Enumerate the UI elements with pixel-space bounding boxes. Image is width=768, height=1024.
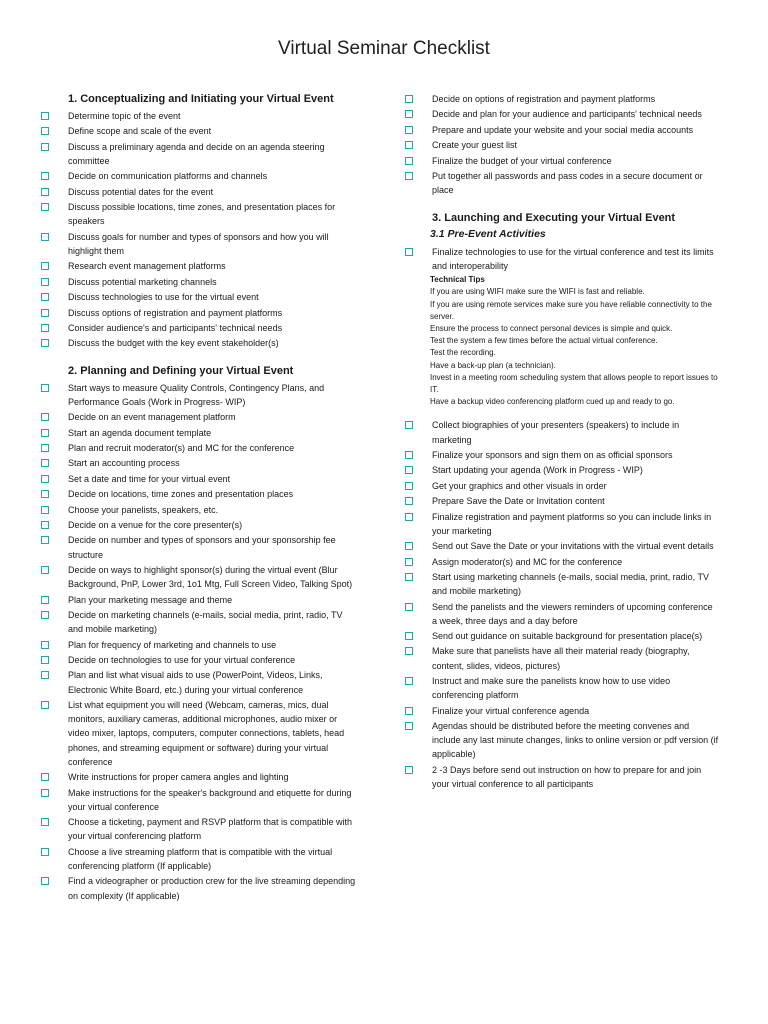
- checklist-item[interactable]: [38, 845, 358, 873]
- checkbox-icon[interactable]: [41, 143, 49, 151]
- checkbox-icon[interactable]: [41, 112, 49, 120]
- checkbox-icon[interactable]: [41, 127, 49, 135]
- checkbox-icon[interactable]: [405, 542, 413, 550]
- checklist-item[interactable]: [402, 154, 720, 168]
- section-3-list: [402, 418, 720, 791]
- checkbox-icon[interactable]: [41, 566, 49, 574]
- checkbox-icon[interactable]: [41, 278, 49, 286]
- checklist-item-label: Decide on technologies to use for your virtual conference: [68, 654, 296, 665]
- checklist-item[interactable]: [38, 653, 358, 667]
- checklist-item-label: Send the panelists and the viewers reminders of upcoming conference a week, three days and a day before: [432, 601, 713, 626]
- checklist-item[interactable]: [402, 600, 720, 628]
- checkbox-icon[interactable]: [41, 413, 49, 421]
- checkbox-icon[interactable]: [41, 818, 49, 826]
- checkbox-icon[interactable]: [41, 536, 49, 544]
- checklist-item[interactable]: [38, 275, 358, 289]
- checkbox-icon[interactable]: [41, 656, 49, 664]
- technical-tip: Have a back-up plan (a technician).: [430, 360, 556, 370]
- checkbox-icon[interactable]: [405, 513, 413, 521]
- checkbox-icon[interactable]: [41, 188, 49, 196]
- checkbox-icon[interactable]: [405, 157, 413, 165]
- checklist-item-label: Decide on ways to highlight sponsor(s) during the virtual event (Blur Background, PnP, Lower 3rd, 1o1 Mtg, Full Screen Video, Talking Spot): [68, 565, 353, 590]
- section-1-list: [38, 109, 358, 351]
- checklist-item-label: Research event management platforms: [68, 261, 226, 272]
- checklist-item[interactable]: [402, 479, 720, 493]
- checklist-item[interactable]: [402, 555, 720, 569]
- checklist-item-label: Create your guest list: [432, 140, 518, 151]
- checkbox-icon[interactable]: [405, 558, 413, 566]
- checklist-item[interactable]: [38, 533, 358, 561]
- checklist-item[interactable]: [38, 441, 358, 455]
- checkbox-icon[interactable]: [405, 110, 413, 118]
- checklist-item-label: Find a videographer or production crew for the live streaming depending on complexity (If applicable): [68, 876, 356, 901]
- checkbox-icon[interactable]: [405, 421, 413, 429]
- checklist-item-label: Choose a live streaming platform that is compatible with the virtual conferencing platform (If applicable): [68, 846, 333, 871]
- checklist-item-label: Discuss goals for number and types of sponsors and how you will highlight them: [68, 231, 329, 256]
- checklist-item[interactable]: [38, 124, 358, 138]
- checklist-item-label: Decide on an event management platform: [68, 412, 236, 423]
- checklist-item[interactable]: [38, 109, 358, 123]
- checklist-item-label: Choose your panelists, speakers, etc.: [68, 504, 219, 515]
- checkbox-icon[interactable]: [41, 773, 49, 781]
- checklist-item[interactable]: [38, 770, 358, 784]
- checkbox-icon[interactable]: [41, 429, 49, 437]
- checkbox-icon[interactable]: [41, 172, 49, 180]
- checkbox-icon[interactable]: [41, 262, 49, 270]
- checklist-item[interactable]: [38, 874, 358, 902]
- section-1-heading: 1. Conceptualizing and Initiating your Virtual Event: [68, 93, 334, 105]
- technical-tip: Ensure the process to connect personal devices is simple and quick.: [430, 323, 673, 333]
- technical-tip: Invest in a meeting room scheduling system that allows people to report issues to IT.: [430, 372, 718, 394]
- checklist-item-label: Put together all passwords and pass codes in a secure document or place: [432, 170, 703, 196]
- checklist-item-label: Start an accounting process: [68, 458, 180, 469]
- checkbox-icon[interactable]: [405, 451, 413, 459]
- checklist-item[interactable]: [402, 463, 720, 477]
- checklist-item-label: Discuss options of registration and payment platforms: [68, 307, 283, 318]
- checkbox-icon[interactable]: [41, 444, 49, 452]
- checkbox-icon[interactable]: [41, 596, 49, 604]
- checklist-item-label: Collect biographies of your presenters (speakers) to include in marketing: [432, 420, 680, 445]
- checkbox-icon[interactable]: [405, 707, 413, 715]
- checklist-item-label: Instruct and make sure the panelists know how to use video conferencing platform: [432, 676, 671, 701]
- checkbox-icon[interactable]: [405, 248, 413, 256]
- checklist-item-label: Determine topic of the event: [68, 111, 181, 121]
- checklist-item-label: Start updating your agenda (Work in Progress - WIP): [432, 465, 643, 476]
- checklist-item[interactable]: [402, 719, 720, 762]
- technical-tip: Have a backup video conferencing platform cued up and ready to go.: [430, 397, 675, 407]
- technical-tip: Test the system a few times before the actual virtual conference.: [430, 336, 658, 346]
- checkbox-icon[interactable]: [41, 384, 49, 392]
- checklist-item[interactable]: [38, 472, 358, 486]
- checkbox-icon[interactable]: [405, 497, 413, 505]
- checklist-item-label: Send out guidance on suitable background for presentation place(s): [432, 631, 703, 642]
- checklist-item[interactable]: [38, 290, 358, 304]
- checklist-item-label: Decide on locations, time zones and presentation places: [68, 489, 294, 500]
- checklist-item-label: Decide and plan for your audience and participants' technical needs: [432, 109, 702, 120]
- checklist-item-label: Discuss a preliminary agenda and decide on an agenda steering committee: [68, 141, 325, 166]
- checkbox-icon[interactable]: [41, 490, 49, 498]
- checklist-item[interactable]: [402, 704, 720, 718]
- section-2-continued-list: [402, 92, 720, 197]
- checklist-item-label: Start using marketing channels (e-mails, social media, print, radio, TV and mobile marketing): [432, 571, 709, 597]
- checklist-item[interactable]: [38, 786, 358, 814]
- checklist-item[interactable]: [38, 698, 358, 769]
- checklist-item-label: Prepare and update your website and your social media accounts: [432, 124, 694, 135]
- checklist-item-label: Decide on communication platforms and channels: [68, 171, 268, 182]
- checklist-item-label: Start ways to measure Quality Controls, Contingency Plans, and Performance Goals (Work in Progress- WIP): [68, 382, 325, 407]
- checklist-item[interactable]: [402, 448, 720, 462]
- checklist-item-label: Discuss the budget with the key event stakeholder(s): [68, 338, 279, 349]
- checklist-item-label: Prepare Save the Date or Invitation content: [432, 496, 605, 507]
- checklist-item[interactable]: [38, 638, 358, 652]
- checklist-item[interactable]: [38, 593, 358, 607]
- technical-tips-list: [430, 286, 720, 408]
- checklist-item[interactable]: [402, 92, 720, 106]
- checkbox-icon[interactable]: [405, 126, 413, 134]
- checklist-item-label: Assign moderator(s) and MC for the conference: [432, 556, 623, 567]
- checkbox-icon[interactable]: [405, 573, 413, 581]
- checklist-item[interactable]: [38, 456, 358, 470]
- section-3-1-subheading: 3.1 Pre-Event Activities: [430, 227, 546, 240]
- checkbox-icon[interactable]: [41, 324, 49, 332]
- checklist-item[interactable]: [38, 487, 358, 501]
- checklist-item-label: Plan and recruit moderator(s) and MC for the conference: [68, 443, 295, 454]
- checklist-item[interactable]: [402, 674, 720, 702]
- checklist-item-label: Discuss potential marketing channels: [68, 276, 217, 287]
- checklist-item[interactable]: [38, 321, 358, 335]
- checklist-item-label: Choose a ticketing, payment and RSVP platform that is compatible with your virtual conferencing platform: [68, 817, 352, 842]
- checklist-item[interactable]: [38, 563, 358, 591]
- checklist-item[interactable]: [38, 608, 358, 636]
- checklist-item[interactable]: [402, 539, 720, 553]
- checklist-item[interactable]: [38, 185, 358, 199]
- checklist-item[interactable]: [38, 169, 358, 183]
- checkbox-icon[interactable]: [41, 309, 49, 317]
- checklist-item-label: Discuss possible locations, time zones, and presentation places for speakers: [68, 202, 336, 227]
- checklist-item[interactable]: [402, 763, 720, 791]
- checklist-item[interactable]: [38, 668, 358, 696]
- checklist-item[interactable]: [402, 418, 720, 446]
- checkbox-icon[interactable]: [405, 632, 413, 640]
- checklist-item-label: Write instructions for proper camera angles and lighting: [68, 772, 289, 783]
- checklist-item-label: Define scope and scale of the event: [68, 126, 212, 137]
- checklist-item-label: Start an agenda document template: [68, 427, 212, 438]
- checklist-item-label: Decide on options of registration and payment platforms: [432, 94, 656, 104]
- checkbox-icon[interactable]: [41, 701, 49, 709]
- checklist-item[interactable]: [402, 107, 720, 121]
- checklist-item-label: Finalize your virtual conference agenda: [432, 705, 590, 716]
- checklist-item-label: Discuss potential dates for the event: [68, 186, 214, 197]
- checkbox-icon[interactable]: [405, 141, 413, 149]
- checkbox-icon[interactable]: [41, 521, 49, 529]
- checklist-item-label: Make sure that panelists have all their material ready (biography, content, slides, videos, pictures): [432, 646, 690, 671]
- checklist-item[interactable]: [402, 510, 720, 538]
- checklist-item-label: Plan and list what visual aids to use (PowerPoint, Videos, Links, Electronic White Board, etc.) during your virtual conference: [68, 670, 323, 695]
- checklist-item-label: Send out Save the Date or your invitations with the virtual event details: [432, 541, 714, 552]
- checklist-item-label: Plan your marketing message and theme: [68, 594, 233, 605]
- checkbox-icon[interactable]: [41, 641, 49, 649]
- checkbox-icon[interactable]: [405, 466, 413, 474]
- right-column: [402, 92, 720, 792]
- checklist-item-label: Decide on number and types of sponsors and your sponsorship fee structure: [68, 535, 336, 560]
- checkbox-icon[interactable]: [41, 339, 49, 347]
- checklist-item[interactable]: [38, 426, 358, 440]
- checklist-item[interactable]: [38, 410, 358, 424]
- checklist-item[interactable]: [38, 140, 358, 168]
- section-2-list: [38, 381, 358, 903]
- technical-tips: [430, 274, 720, 408]
- checklist-item-label: Plan for frequency of marketing and channels to use: [68, 639, 277, 650]
- checklist-item-label: Get your graphics and other visuals in order: [432, 480, 607, 491]
- checkbox-icon[interactable]: [41, 611, 49, 619]
- checklist-item[interactable]: [38, 259, 358, 273]
- checkbox-icon[interactable]: [405, 95, 413, 103]
- checklist-item-label: Agendas should be distributed before the meeting convenes and include any last minute changes, links to online version or pdf version (if applicable): [432, 721, 719, 760]
- checklist-item[interactable]: [402, 245, 720, 273]
- section-3-heading: 3. Launching and Executing your Virtual Event: [432, 211, 676, 224]
- checkbox-icon[interactable]: [41, 671, 49, 679]
- checklist-item[interactable]: [402, 123, 720, 137]
- checklist-item[interactable]: [38, 381, 358, 409]
- checkbox-icon[interactable]: [405, 482, 413, 490]
- checklist-item[interactable]: [402, 629, 720, 643]
- technical-tip: Test the recording.: [430, 348, 496, 358]
- technical-tip: If you are using WIFI make sure the WIFI is fast and reliable.: [430, 287, 645, 297]
- section-3-first-list: [402, 245, 720, 273]
- checklist-item[interactable]: [38, 306, 358, 320]
- checklist-item[interactable]: [38, 336, 358, 350]
- checkbox-icon[interactable]: [405, 647, 413, 655]
- section-2-heading: 2. Planning and Defining your Virtual Event: [68, 364, 294, 377]
- checklist-item-label: Make instructions for the speaker's background and etiquette for during your virtual conference: [68, 787, 352, 812]
- checkbox-icon[interactable]: [405, 603, 413, 611]
- checkbox-icon[interactable]: [41, 233, 49, 241]
- checklist-item[interactable]: [38, 200, 358, 228]
- checklist-item-label: Finalize technologies to use for the virtual conference and test its limits and interoperability: [432, 246, 714, 271]
- checklist-item-label: Finalize the budget of your virtual conference: [432, 155, 612, 166]
- checklist-item-label: Finalize your sponsors and sign them on as official sponsors: [432, 449, 673, 460]
- checklist-item-label: Decide on a venue for the core presenter(s): [68, 520, 243, 531]
- page-title: Virtual Seminar Checklist: [278, 38, 490, 59]
- checkbox-icon[interactable]: [41, 877, 49, 885]
- checklist-item[interactable]: [402, 169, 720, 197]
- checklist-item[interactable]: [402, 644, 720, 672]
- checkbox-icon[interactable]: [405, 766, 413, 774]
- checklist-item-label: 2 -3 Days before send out instruction on how to prepare for and join your virtual conference to all participants: [432, 764, 702, 790]
- checklist-item-label: List what equipment you will need (Webcam, cameras, mics, dual monitors, auxiliary cameras, additional microphones, audio mixer or video mixer, laptops, computers, computer connections, tablets, head phones, and streaming equipment or software) during your virtual conference: [68, 699, 345, 767]
- checklist-item[interactable]: [402, 494, 720, 508]
- checklist-item-label: Consider audience's and participants' technical needs: [68, 322, 283, 333]
- checkbox-icon[interactable]: [41, 506, 49, 514]
- checkbox-icon[interactable]: [41, 475, 49, 483]
- checkbox-icon[interactable]: [41, 203, 49, 211]
- checklist-item-label: Finalize registration and payment platforms so you can include links in your marketing: [432, 511, 712, 536]
- checkbox-icon[interactable]: [405, 172, 413, 180]
- checkbox-icon[interactable]: [41, 848, 49, 856]
- checkbox-icon[interactable]: [41, 459, 49, 467]
- checklist-item[interactable]: [38, 230, 358, 258]
- checklist-item-label: Discuss technologies to use for the virtual event: [68, 292, 259, 303]
- left-column: [38, 92, 358, 904]
- checkbox-icon[interactable]: [405, 722, 413, 730]
- checklist-item-label: Decide on marketing channels (e-mails, social media, print, radio, TV and mobile marketing): [68, 609, 343, 635]
- checkbox-icon[interactable]: [41, 789, 49, 797]
- checklist-item[interactable]: [38, 815, 358, 843]
- checklist-item[interactable]: [402, 138, 720, 152]
- checklist-item[interactable]: [38, 503, 358, 517]
- checklist-item[interactable]: [38, 518, 358, 532]
- technical-tips-title: Technical Tips: [430, 275, 485, 285]
- checklist-item[interactable]: [402, 570, 720, 598]
- checkbox-icon[interactable]: [41, 293, 49, 301]
- technical-tip: If you are using remote services make sure you have reliable connectivity to the server.: [430, 299, 712, 321]
- checkbox-icon[interactable]: [405, 677, 413, 685]
- checklist-item-label: Set a date and time for your virtual event: [68, 473, 231, 484]
